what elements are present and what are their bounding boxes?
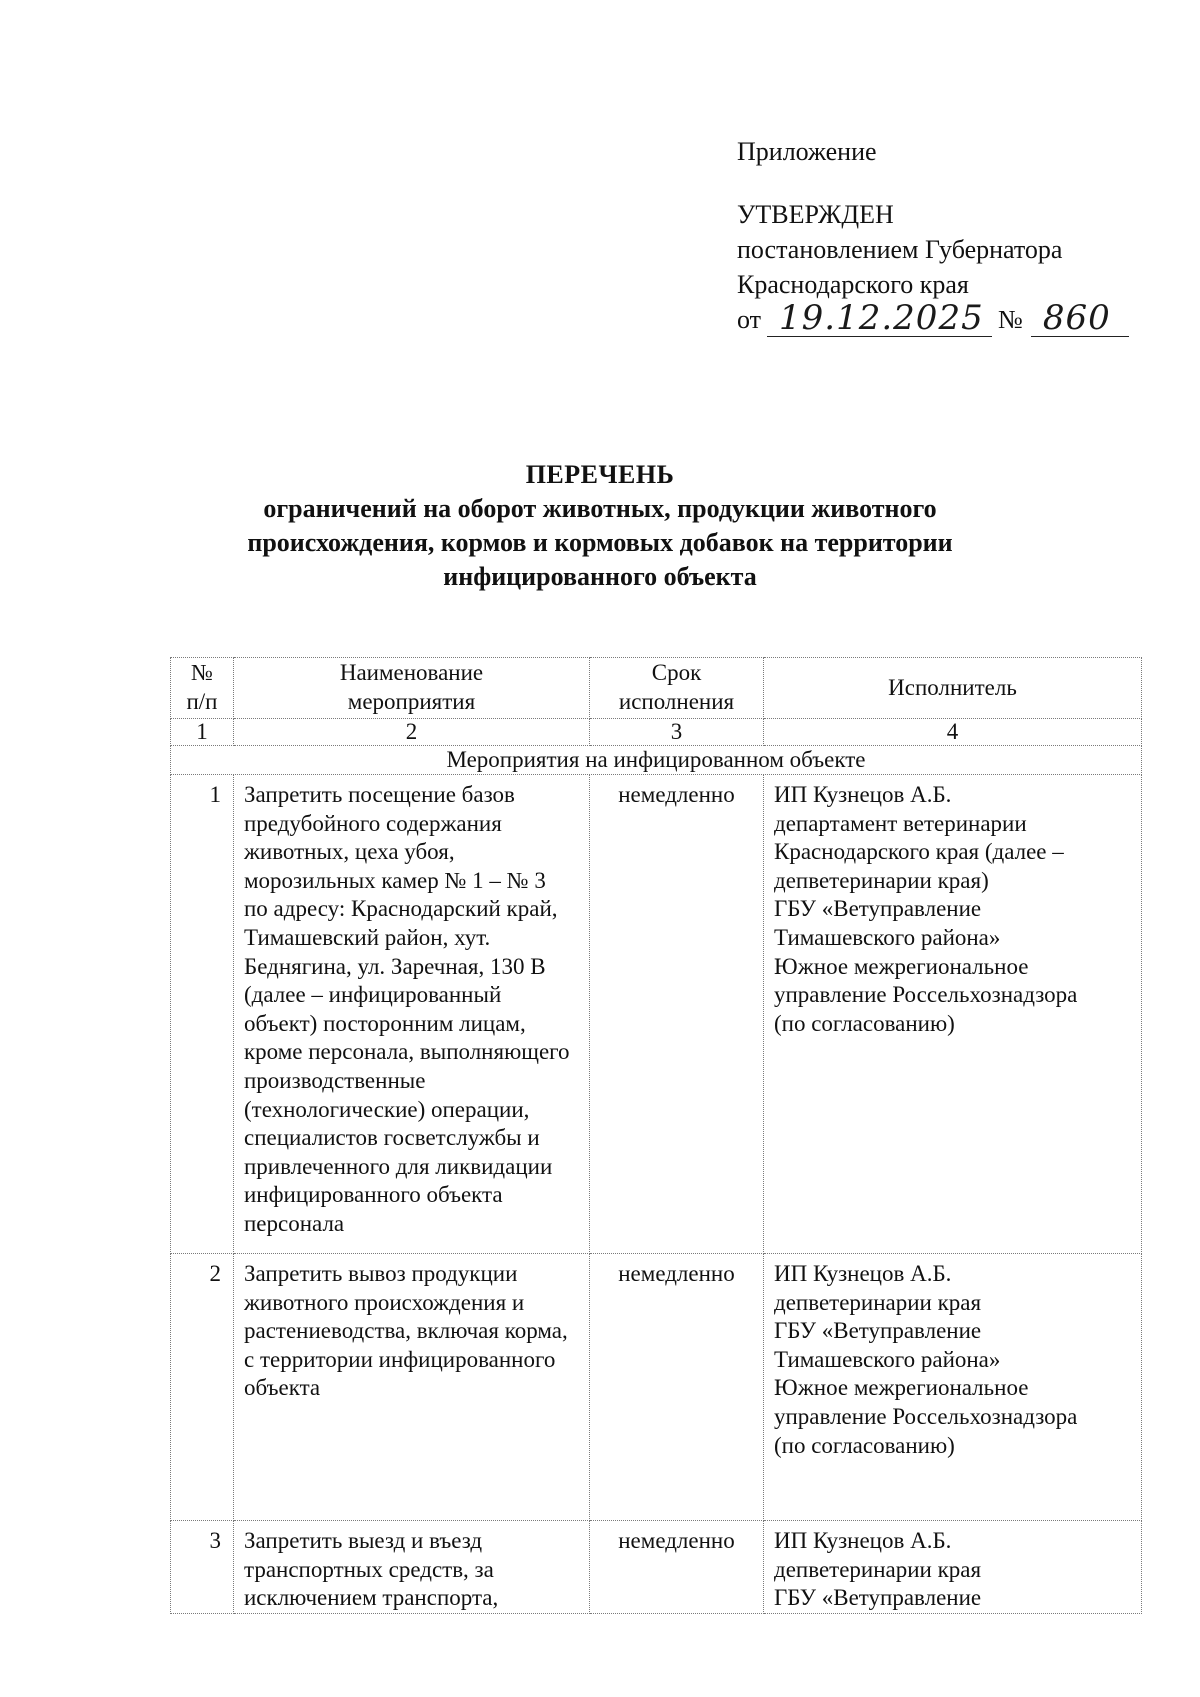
cell-text-line: с территории инфицированного (244, 1346, 556, 1372)
cell-text-line: объект) посторонним лицам, (244, 1010, 526, 1036)
measures-table (170, 657, 1142, 1614)
row-name-cell (234, 1254, 590, 1521)
title-line-2: происхождения, кормов и кормовых добавок на территории (247, 528, 953, 557)
header-name-line1: Наименование (339, 660, 484, 686)
handwritten-date: 19.12.2025 (779, 298, 984, 338)
title-line-1: ограничений на оборот животных, продукции животного (263, 494, 937, 523)
cell-text-line: ГБУ «Ветуправление (774, 1318, 982, 1344)
header-term-line1: Срок (651, 660, 702, 686)
cell-text-line: управление Россельхознадзора (774, 982, 1078, 1008)
row-num-cell (171, 1521, 234, 1614)
number-field (1031, 298, 1129, 338)
approval-line-2: Краснодарского края (737, 270, 969, 299)
section-title: Мероприятия на инфицированном объекте (171, 746, 1142, 775)
cell-text-line: Тимашевский район, хут. (244, 924, 491, 950)
cell-text-line: привлеченного для ликвидации (244, 1153, 553, 1179)
header-name (234, 658, 590, 719)
measure-term: немедленно (590, 1254, 764, 1521)
measure-executor (764, 1527, 1141, 1613)
cell-text-line: депветеринарии края (774, 1289, 982, 1315)
cell-text-line: персонала (244, 1210, 345, 1236)
measure-name (234, 1527, 589, 1613)
row-num-cell (171, 1254, 234, 1521)
cell-text-line: исключением транспорта, (244, 1585, 499, 1611)
row-name-cell (234, 775, 590, 1254)
date-field (767, 298, 992, 338)
approval-block (737, 134, 1157, 337)
cell-text-line: Запретить посещение базов (244, 782, 515, 807)
cell-text-line: департамент ветеринарии (774, 810, 1027, 836)
cell-text-line: животного происхождения и (244, 1289, 525, 1315)
section-row (171, 746, 1142, 775)
cell-text-line: Южное межрегиональное (774, 1375, 1029, 1401)
header-executor: Исполнитель (764, 658, 1142, 719)
appendix-label: Приложение (737, 137, 877, 166)
row-number: 3 (209, 1528, 221, 1553)
cell-text-line: ГБУ «Ветуправление (774, 1585, 982, 1611)
column-number-row (171, 719, 1142, 746)
number-label: № (998, 305, 1023, 334)
measure-executor (764, 1260, 1141, 1460)
table-row (171, 1521, 1142, 1614)
measure-name (234, 781, 589, 1239)
table-header-row (171, 658, 1142, 719)
column-number: 4 (764, 719, 1142, 746)
measure-term: немедленно (590, 775, 764, 1254)
cell-text-line: Краснодарского края (далее – (774, 839, 1064, 865)
row-name-cell (234, 1521, 590, 1614)
cell-text-line: ИП Кузнецов А.Б. (774, 1261, 952, 1286)
header-num-line2: п/п (186, 689, 218, 714)
cell-text-line: растениеводства, включая корма, (244, 1318, 568, 1344)
column-number: 3 (590, 719, 764, 746)
cell-text-line: объекта (244, 1375, 321, 1401)
cell-text-line: Беднягина, ул. Заречная, 130 В (244, 953, 546, 979)
cell-text-line: предубойного содержания (244, 810, 502, 836)
date-number-line (737, 298, 1157, 338)
cell-text-line: транспортных средств, за (244, 1556, 494, 1582)
cell-text-line: по адресу: Краснодарский край, (244, 896, 558, 922)
cell-text-line: специалистов госветслужбы и (244, 1125, 540, 1151)
cell-text-line: кроме персонала, выполняющего (244, 1039, 570, 1065)
cell-text-line: морозильных камер № 1 – № 3 (244, 867, 546, 893)
header-name-line2: мероприятия (347, 689, 476, 714)
cell-text-line: ИП Кузнецов А.Б. (774, 782, 952, 807)
cell-text-line: (по согласованию) (774, 1432, 955, 1458)
measure-name (234, 1260, 589, 1403)
row-executor-cell (764, 775, 1142, 1254)
cell-text-line: (по согласованию) (774, 1010, 955, 1036)
approved-label: УТВЕРЖДЕН (737, 200, 894, 229)
measure-executor (764, 781, 1141, 1038)
cell-text-line: ИП Кузнецов А.Б. (774, 1528, 952, 1553)
row-number: 1 (209, 782, 221, 807)
cell-text-line: (далее – инфицированный (244, 982, 502, 1008)
cell-text-line: (технологические) операции, (244, 1096, 530, 1122)
cell-text-line: Тимашевского района» (774, 924, 1001, 950)
row-number: 2 (209, 1261, 221, 1286)
cell-text-line: производственные (244, 1067, 426, 1093)
title-line-3: инфицированного объекта (443, 562, 757, 591)
row-num-cell (171, 775, 234, 1254)
column-number: 2 (234, 719, 590, 746)
cell-text-line: управление Россельхознадзора (774, 1403, 1078, 1429)
document-title (220, 458, 980, 594)
measure-term: немедленно (590, 1521, 764, 1614)
table-row (171, 775, 1142, 1254)
cell-text-line: Запретить выезд и въезд (244, 1528, 483, 1553)
date-prefix: от (737, 305, 762, 334)
cell-text-line: Запретить вывоз продукции (244, 1261, 518, 1286)
cell-text-line: Тимашевского района» (774, 1346, 1001, 1372)
table-row (171, 1254, 1142, 1521)
header-term (590, 658, 764, 719)
cell-text-line: животных, цеха убоя, (244, 839, 455, 865)
row-executor-cell (764, 1254, 1142, 1521)
title-main: ПЕРЕЧЕНЬ (525, 460, 675, 489)
cell-text-line: инфицированного объекта (244, 1182, 503, 1208)
header-term-line2: исполнения (618, 689, 735, 714)
handwritten-number: 860 (1042, 298, 1111, 338)
header-num-line1: № (191, 660, 213, 686)
column-number: 1 (171, 719, 234, 746)
header-num (171, 658, 234, 719)
cell-text-line: депветеринарии края) (774, 867, 989, 893)
row-executor-cell (764, 1521, 1142, 1614)
approval-line-1: постановлением Губернатора (737, 235, 1063, 264)
cell-text-line: Южное межрегиональное (774, 953, 1029, 979)
cell-text-line: ГБУ «Ветуправление (774, 896, 982, 922)
cell-text-line: депветеринарии края (774, 1556, 982, 1582)
